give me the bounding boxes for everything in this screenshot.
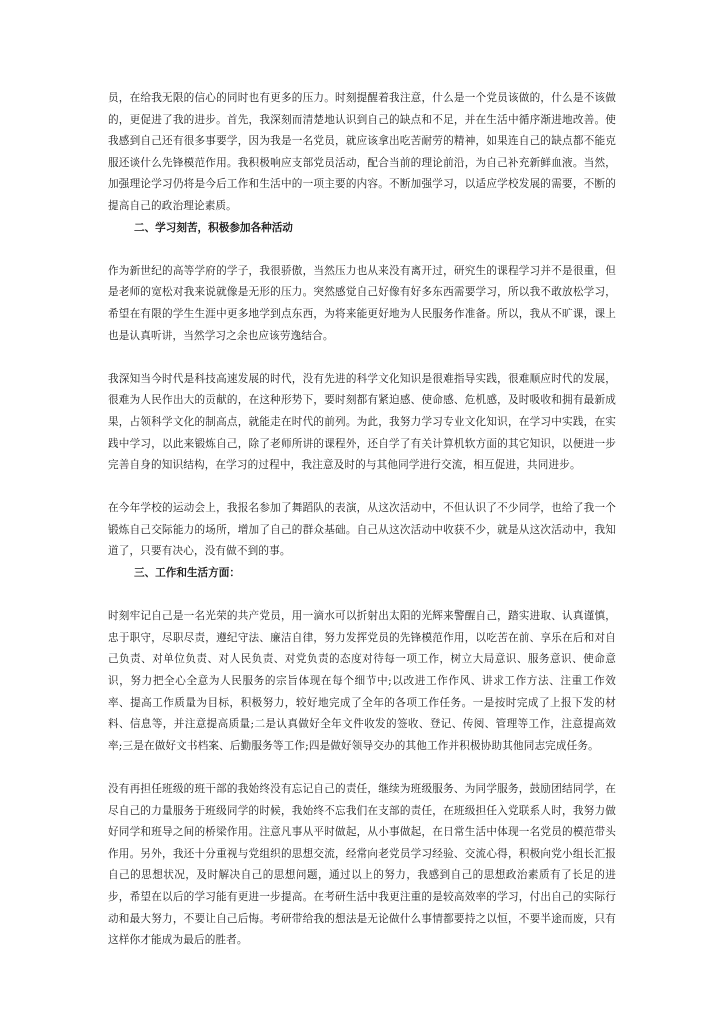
paragraph-gap (108, 757, 616, 779)
paragraph-gap (108, 477, 616, 499)
paragraph-work-responsibility: 时刻牢记自己是一名光荣的共产党员，用一滴水可以折射出太阳的光辉来警醒自己，踏实进取、认真谨慎，忠于职守，尽职尽责，遵纪守法、廉洁自律，努力发挥党员的先锋模范作用，以吃苦在前、享乐在后和对自己负责、对单位负责、对人民负责、对党负责的态度对待每一项工作，树立大局意识、服务意识、使命意识，努力把全心全意为人民服务的宗旨体现在每个细节中;以改进工作作风、讲求工作方法、注重工作效率、提高工作质量为目标，积极努力，较好地完成了全年的各项工作任务。一是按时完成了上报下发的材料、信息等，并注意提高质量;二是认真做好全年文件收发的签收、登记、传阅、管理等工作，注意提高效率;三是在做好文书档案、后勤服务等工作;四是做好领导交办的其他工作并积极协助其他同志完成任务。 (108, 610, 616, 752)
document-page (108, 88, 616, 952)
section-heading-study: 二、学习刻苦，积极参加各种活动 (134, 221, 293, 234)
paragraph-technology-era: 我深知当今时代是科技高速发展的时代，没有先进的科学文化知识是很难指导实践，很难顺应时代的发展，很难为人民作出大的贡献的，在这种形势下，要时刻都有紧迫感、使命感、危机感，及时吸收和拥有最新成果，占领科学文化的制高点，就能走在时代的前列。为此，我努力学习专业文化知识，在学习中实践，在实践中学习，以此来锻炼自己，除了老师所讲的课程外，还自学了有关计算机软方面的其它知识，以便进一步完善自身的知识结构，在学习的过程中，我注意及时的与其他同学进行交流，相互促进，共同进步。 (108, 372, 616, 472)
paragraph-gap (108, 585, 616, 607)
paragraph-party-member-pressure: 员，在给我无限的信心的同时也有更多的压力。时刻提醒着我注意，什么是一个党员该做的，什么是不该做的，更促进了我的进步。首先，我深刻而清楚地认识到自己的缺点和不足，并在生活中循序渐进地改善。使我感到自己还有很多事要学，因为我是一名党员，就应该拿出吃苦耐劳的精神，如果连自己的缺点都不能克服还谈什么先锋模范作用。我积极响应支部党员活动，配合当前的理论前沿，为自己补充新鲜血液。当然，加强理论学习仍将是今后工作和生活中的一项主要的内容。不断加强学习，以适应学校发展的需要，不断的提高自己的政治理论素质。 (108, 92, 616, 212)
paragraph-class-service: 没有再担任班级的班干部的我始终没有忘记自己的责任，继续为班级服务、为同学服务，鼓励团结同学，在尽自己的力量服务于班级同学的时候，我始终不忘我们在支部的责任，在班级担任入党联系人时，我努力做好同学和班导之间的桥梁作用。注意凡事从平时做起，从小事做起，在日常生活中体现一名党员的模范带头作用。另外，我还十分重视与党组织的思想交流，经常向老党员学习经验、交流心得，积极向党小组长汇报自己的思想状况，及时解决自己的思想问题，通过以上的努力，我感到自己的思想政治素质有了长足的进步，希望在以后的学习能有更进一步提高。在考研生活中我更注重的是较高效率的学习，付出自己的实际行动和最大努力，不要让自己后悔。考研带给我的想法是无论做什么事情都要持之以恒，不要半途而废，只有这样你才能成为最后的胜者。 (108, 783, 616, 947)
paragraph-gap (108, 239, 616, 261)
paragraph-sports-meeting: 在今年学校的运动会上，我报名参加了舞蹈队的表演，从这次活动中，不但认识了不少同学，也给了我一个锻炼自己交际能力的场所，增加了自己的群众基础。自己从这次活动中收获不少，就是从这次活动中，我知道了，只要有决心，没有做不到的事。 (108, 502, 616, 558)
paragraph-gap (108, 347, 616, 369)
paragraph-graduate-study: 作为新世纪的高等学府的学子，我很骄傲，当然压力也从来没有离开过，研究生的课程学习并不是很重，但是老师的宽松对我来说就像是无形的压力。突然感觉自己好像有好多东西需要学习，所以我不敢放松学习，希望在有限的学生生涯中更多地学到点东西，为将来能更好地为人民服务作准备。所以，我从不旷课，课上也是认真听讲，当然学习之余也应该劳逸结合。 (108, 264, 616, 342)
section-heading-work-life: 三、工作和生活方面： (134, 567, 240, 580)
